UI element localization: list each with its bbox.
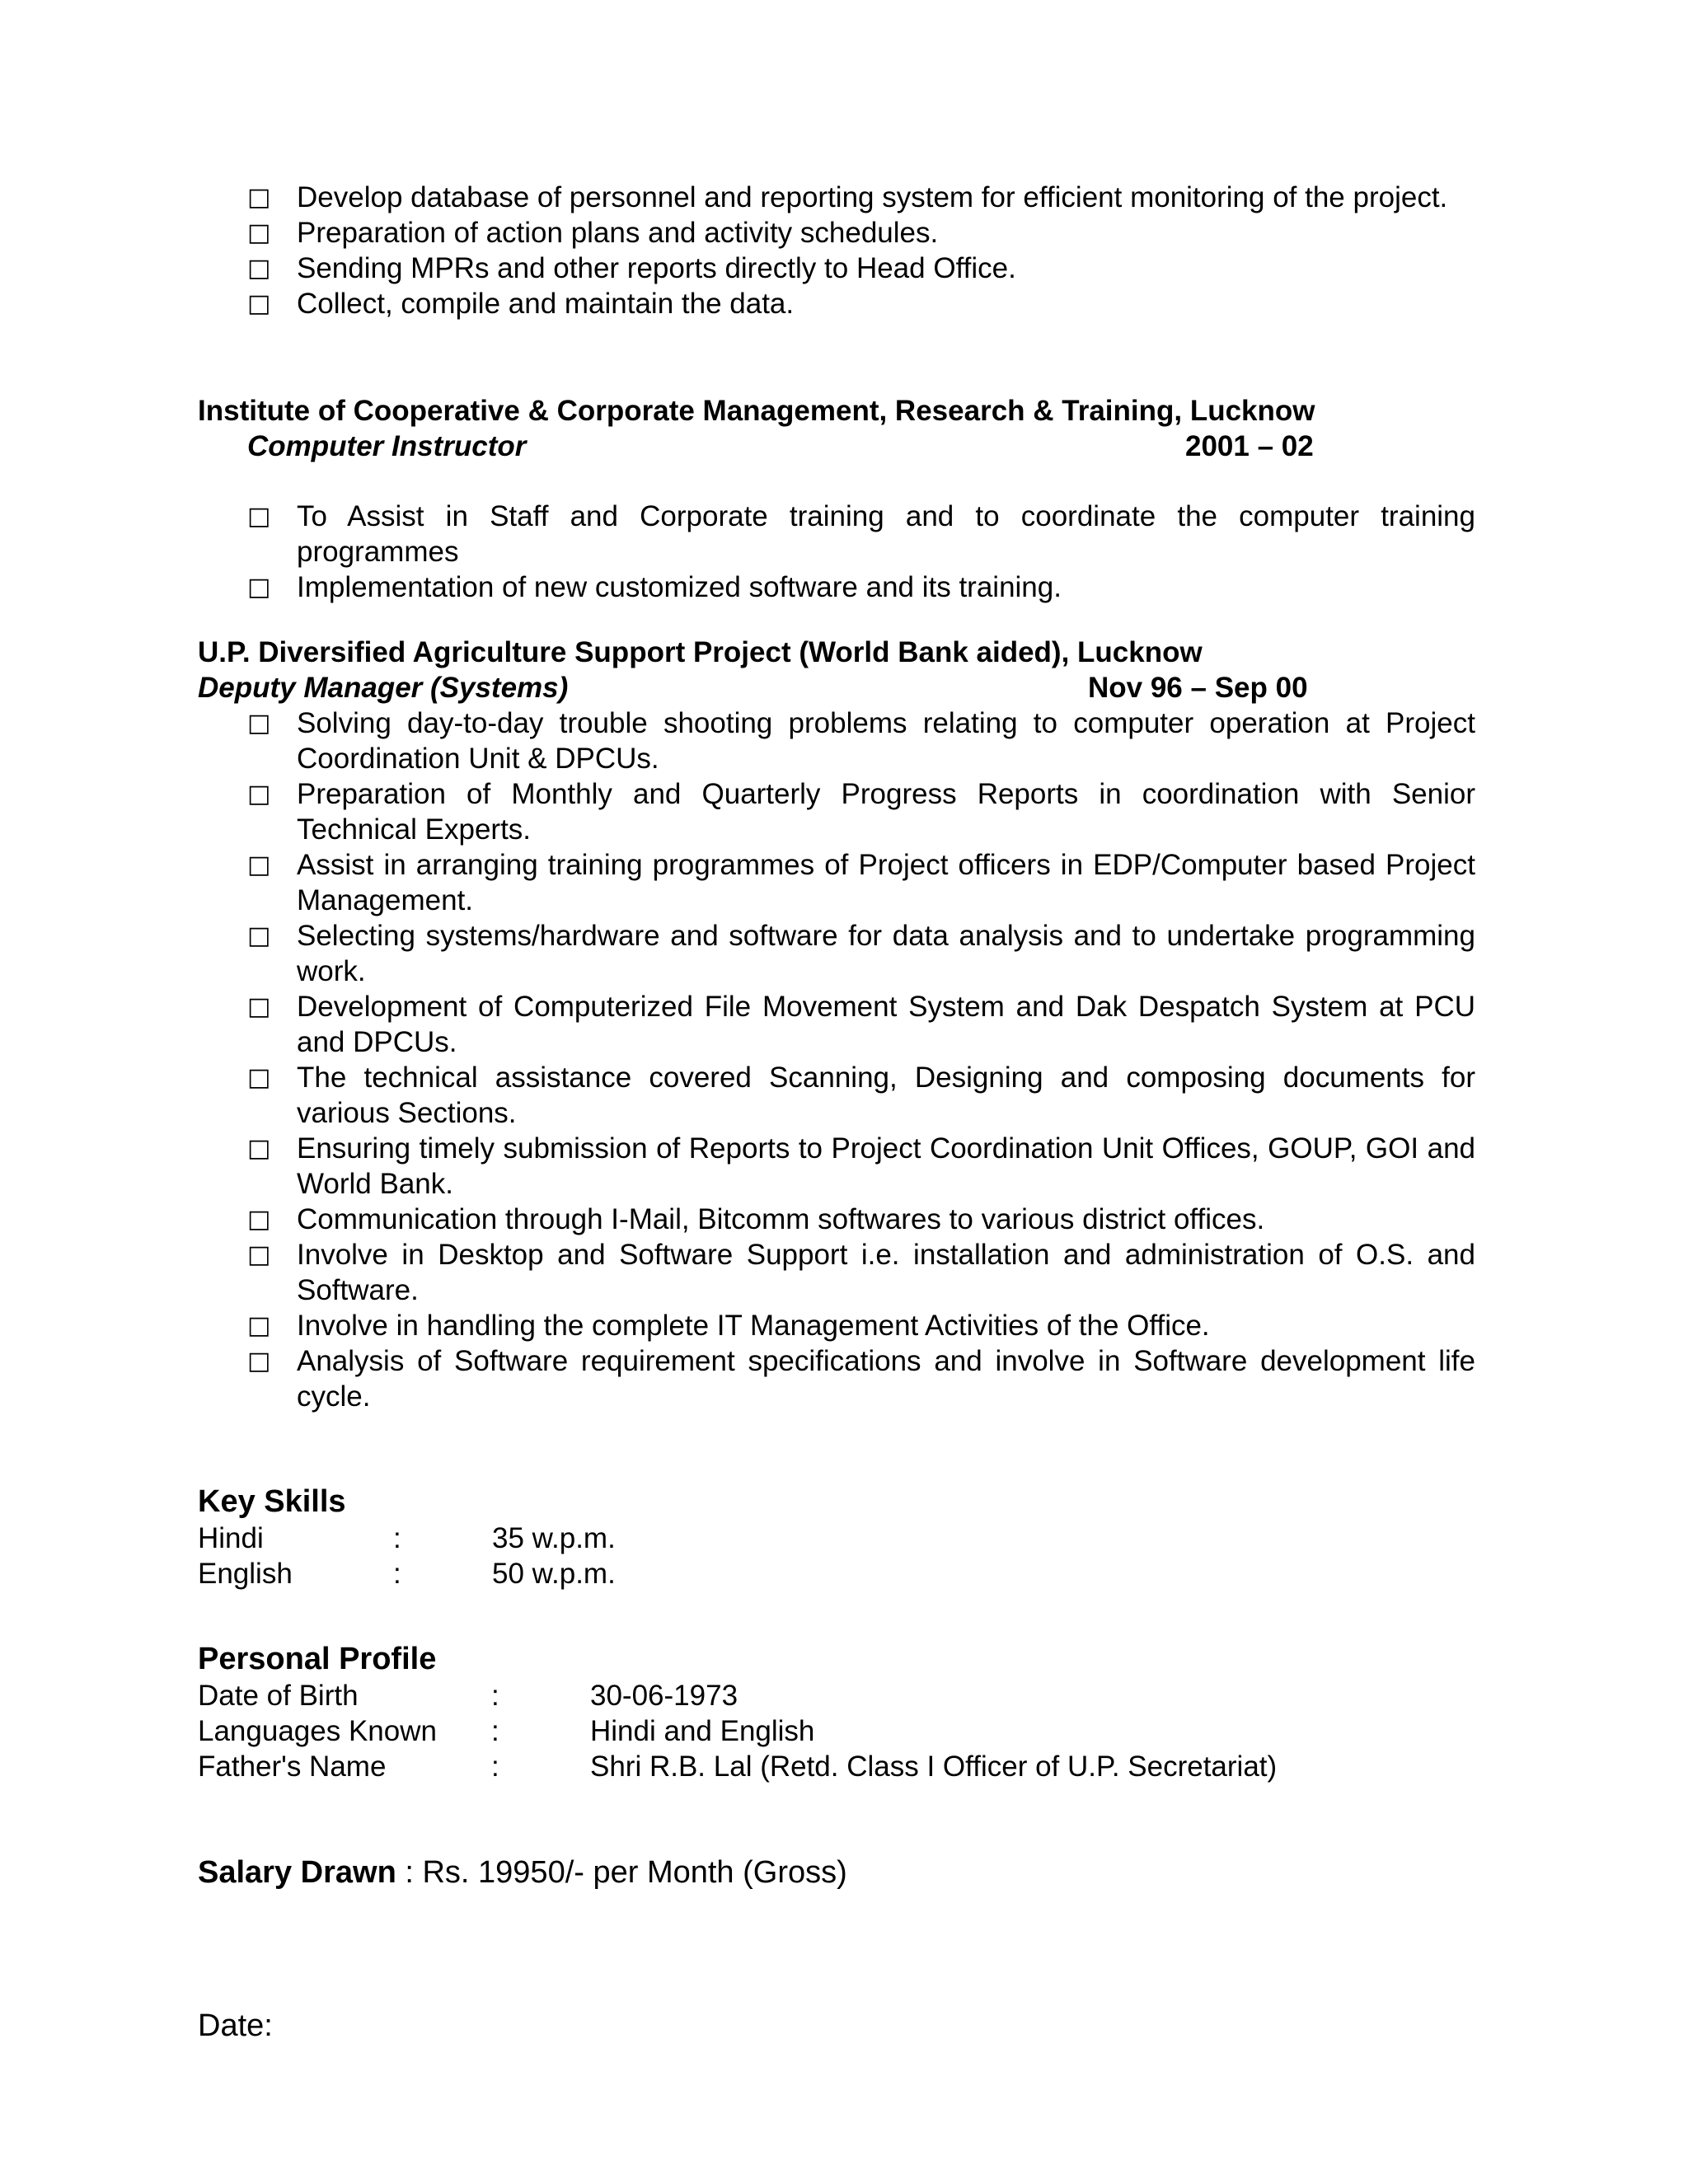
salary-label: Salary Drawn bbox=[198, 1855, 396, 1890]
bullet-icon: □ bbox=[247, 502, 271, 531]
job1-bullet-list bbox=[198, 499, 1475, 605]
bullet-icon: □ bbox=[247, 1311, 271, 1340]
role-row bbox=[198, 670, 1475, 705]
bullet-icon: □ bbox=[247, 851, 271, 879]
role-title: Computer Instructor bbox=[247, 430, 527, 462]
profile-separator: : bbox=[491, 1715, 499, 1747]
list-item: □ Involve in handling the complete IT Management Activities of the Office. bbox=[247, 1310, 1210, 1342]
skill-row bbox=[198, 1521, 1475, 1556]
skill-separator: : bbox=[393, 1522, 401, 1554]
profile-separator: : bbox=[491, 1750, 499, 1783]
bullet-icon: □ bbox=[247, 254, 271, 283]
job1-duties bbox=[198, 499, 1475, 605]
profile-row bbox=[198, 1713, 1475, 1749]
bullet-icon: □ bbox=[247, 1240, 271, 1269]
skill-label: Hindi bbox=[198, 1522, 264, 1554]
bullet-icon: □ bbox=[247, 1347, 271, 1376]
skill-separator: : bbox=[393, 1558, 401, 1590]
profile-row bbox=[198, 1678, 1475, 1713]
bullet-icon: □ bbox=[247, 289, 271, 318]
list-item: □ Assist in arranging training programmes of Project officers in EDP/Computer based Project Management. bbox=[247, 849, 1475, 916]
bullet-icon: □ bbox=[247, 992, 271, 1021]
salary-value: : Rs. 19950/- per Month (Gross) bbox=[396, 1855, 847, 1890]
bullet-icon: □ bbox=[247, 1205, 271, 1234]
bullet-icon: □ bbox=[247, 573, 271, 602]
list-item: □ To Assist in Staff and Corporate training and to coordinate the computer training programmes bbox=[247, 500, 1475, 568]
intro-duties bbox=[198, 180, 1475, 321]
profile-separator: : bbox=[491, 1680, 499, 1712]
list-item: □ Implementation of new customized software and its training. bbox=[247, 571, 1062, 603]
bullet-icon: □ bbox=[247, 218, 271, 247]
list-item: □ Selecting systems/hardware and software for data analysis and to undertake programming work. bbox=[247, 920, 1475, 987]
role-title: Deputy Manager (Systems) bbox=[198, 672, 569, 704]
job-computer-instructor bbox=[198, 393, 1475, 464]
bullet-icon: □ bbox=[247, 780, 271, 808]
list-item: □ Preparation of action plans and activity schedules. bbox=[247, 217, 939, 249]
list-item: □ The technical assistance covered Scanning, Designing and composing documents for various Sections. bbox=[247, 1062, 1475, 1129]
organization-name: U.P. Diversified Agriculture Support Project (World Bank aided), Lucknow bbox=[198, 636, 1203, 668]
profile-label: Father's Name bbox=[198, 1750, 387, 1783]
skill-row bbox=[198, 1556, 1475, 1591]
role-period: Nov 96 – Sep 00 bbox=[1088, 672, 1308, 704]
list-item: □ Sending MPRs and other reports directly to Head Office. bbox=[247, 252, 1016, 284]
section-title: Key Skills bbox=[198, 1484, 346, 1519]
list-item: □ Analysis of Software requirement specifications and involve in Software development life cycle. bbox=[247, 1345, 1475, 1413]
section-title: Personal Profile bbox=[198, 1642, 437, 1676]
list-item: □ Involve in Desktop and Software Support i.e. installation and administration of O.S. and Software. bbox=[247, 1239, 1475, 1306]
personal-profile-section bbox=[198, 1641, 1475, 1784]
salary-line bbox=[198, 1854, 1475, 1891]
job-deputy-manager bbox=[198, 635, 1475, 1414]
bullet-icon: □ bbox=[247, 1134, 271, 1163]
list-item: □ Solving day-to-day trouble shooting problems relating to computer operation at Project Coordination Unit & DPCUs. bbox=[247, 707, 1475, 775]
list-item: □ Communication through I-Mail, Bitcomm softwares to various district offices. bbox=[247, 1203, 1265, 1235]
intro-bullet-list bbox=[198, 180, 1475, 321]
key-skills-section bbox=[198, 1483, 1475, 1591]
role-row bbox=[198, 429, 1475, 464]
date-label: Date: bbox=[198, 2008, 273, 2043]
skill-value: 50 w.p.m. bbox=[492, 1558, 616, 1590]
profile-row bbox=[198, 1749, 1475, 1784]
skill-label: English bbox=[198, 1558, 293, 1590]
profile-value: Hindi and English bbox=[590, 1715, 815, 1747]
job2-bullet-list bbox=[198, 705, 1475, 1414]
bullet-icon: □ bbox=[247, 709, 271, 738]
profile-label: Date of Birth bbox=[198, 1680, 359, 1712]
role-period: 2001 – 02 bbox=[1185, 430, 1314, 462]
profile-label: Languages Known bbox=[198, 1715, 437, 1747]
bullet-icon: □ bbox=[247, 921, 271, 950]
bullet-icon: □ bbox=[247, 1063, 271, 1092]
organization-name: Institute of Cooperative & Corporate Management, Research & Training, Lucknow bbox=[198, 395, 1315, 427]
list-item: □ Develop database of personnel and reporting system for efficient monitoring of the project. bbox=[247, 181, 1448, 213]
profile-value: Shri R.B. Lal (Retd. Class I Officer of U.P. Secretariat) bbox=[590, 1750, 1278, 1783]
bullet-icon: □ bbox=[247, 183, 271, 212]
list-item: □ Development of Computerized File Movement System and Dak Despatch System at PCU and DPCUs. bbox=[247, 991, 1475, 1058]
list-item: □ Collect, compile and maintain the data. bbox=[247, 288, 795, 320]
list-item: □ Preparation of Monthly and Quarterly Progress Reports in coordination with Senior Technical Experts. bbox=[247, 778, 1475, 846]
profile-value: 30-06-1973 bbox=[590, 1680, 738, 1712]
list-item: □ Ensuring timely submission of Reports to Project Coordination Unit Offices, GOUP, GOI and World Bank. bbox=[247, 1132, 1475, 1200]
skill-value: 35 w.p.m. bbox=[492, 1522, 616, 1554]
